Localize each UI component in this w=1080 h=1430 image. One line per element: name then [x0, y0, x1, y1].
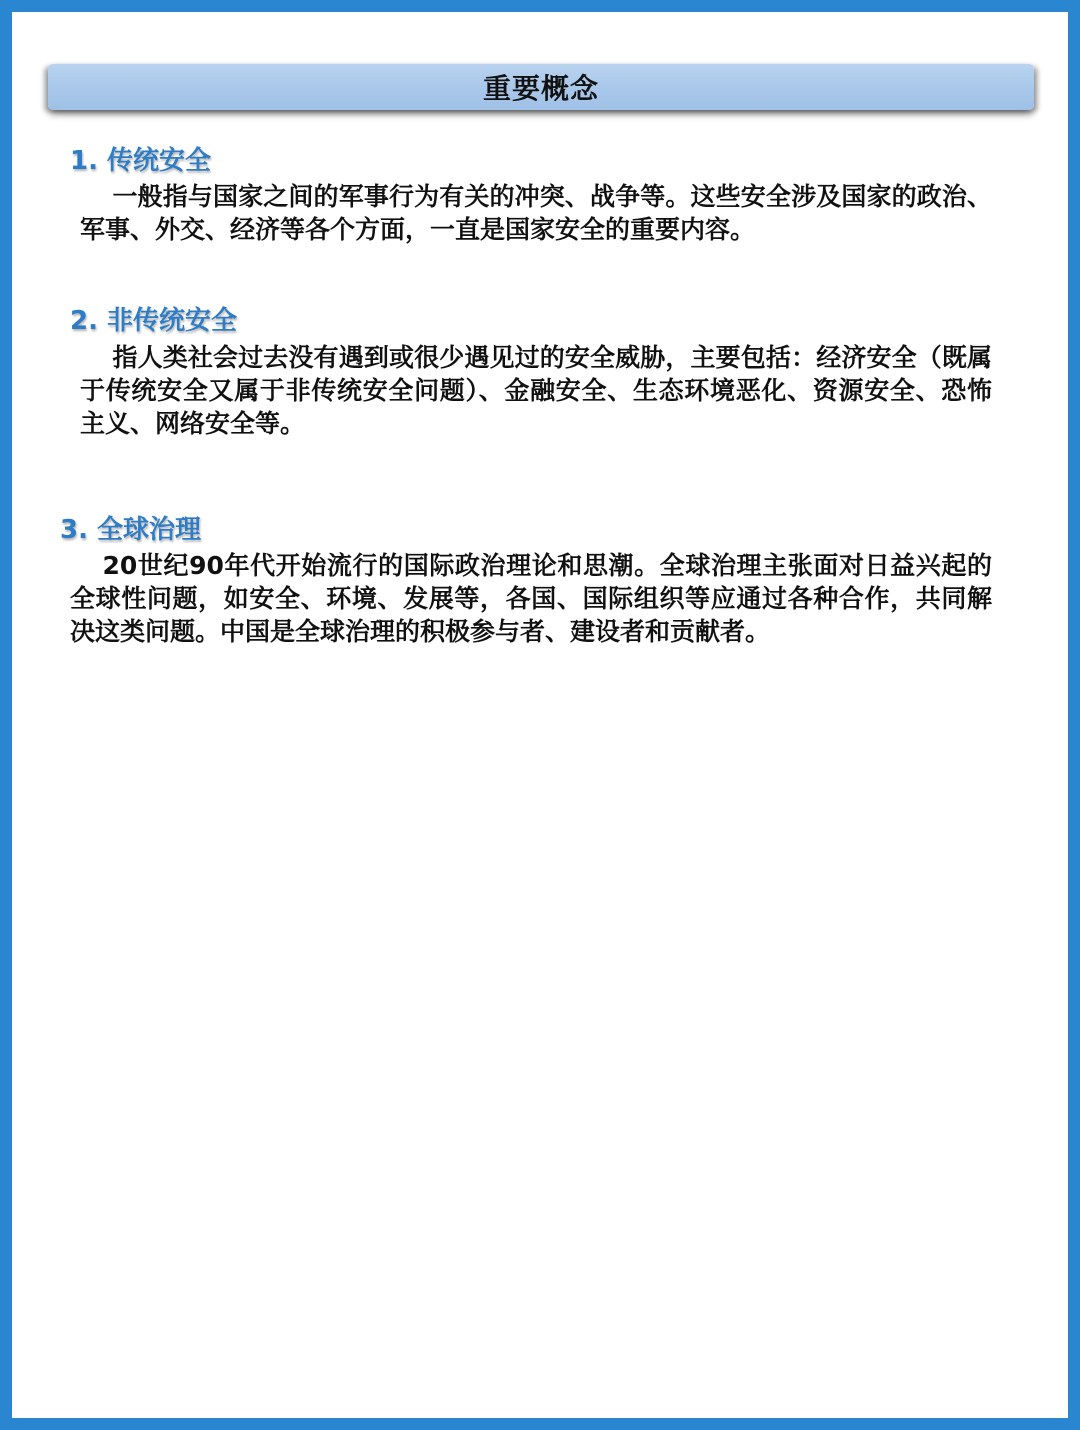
section-heading: 3. 全球治理 — [60, 515, 202, 545]
section-heading: 2. 非传统安全 — [70, 306, 238, 336]
section-body: 20世纪90年代开始流行的国际政治理论和思潮。全球治理主张面对日益兴起的全球性问题，如安全、环境、发展等，各国、国际组织等应通过各种合作，共同解决这类问题。中国是全球治理的积极参与者、建设者和贡献者。 — [70, 551, 992, 646]
section-body: 指人类社会过去没有遇到或很少遇见过的安全威胁，主要包括：经济安全（既属于传统安全又属于非传统安全问题）、金融安全、生态环境恶化、资源安全、恐怖主义、网络安全等。 — [80, 343, 992, 438]
page — [12, 12, 1068, 1418]
title-banner — [48, 64, 1034, 110]
section-heading: 1. 传统安全 — [70, 146, 212, 176]
page-title: 重要概念 — [482, 72, 599, 105]
section-body: 一般指与国家之间的军事行为有关的冲突、战争等。这些安全涉及国家的政治、军事、外交、经济等各个方面，一直是国家安全的重要内容。 — [80, 182, 992, 244]
